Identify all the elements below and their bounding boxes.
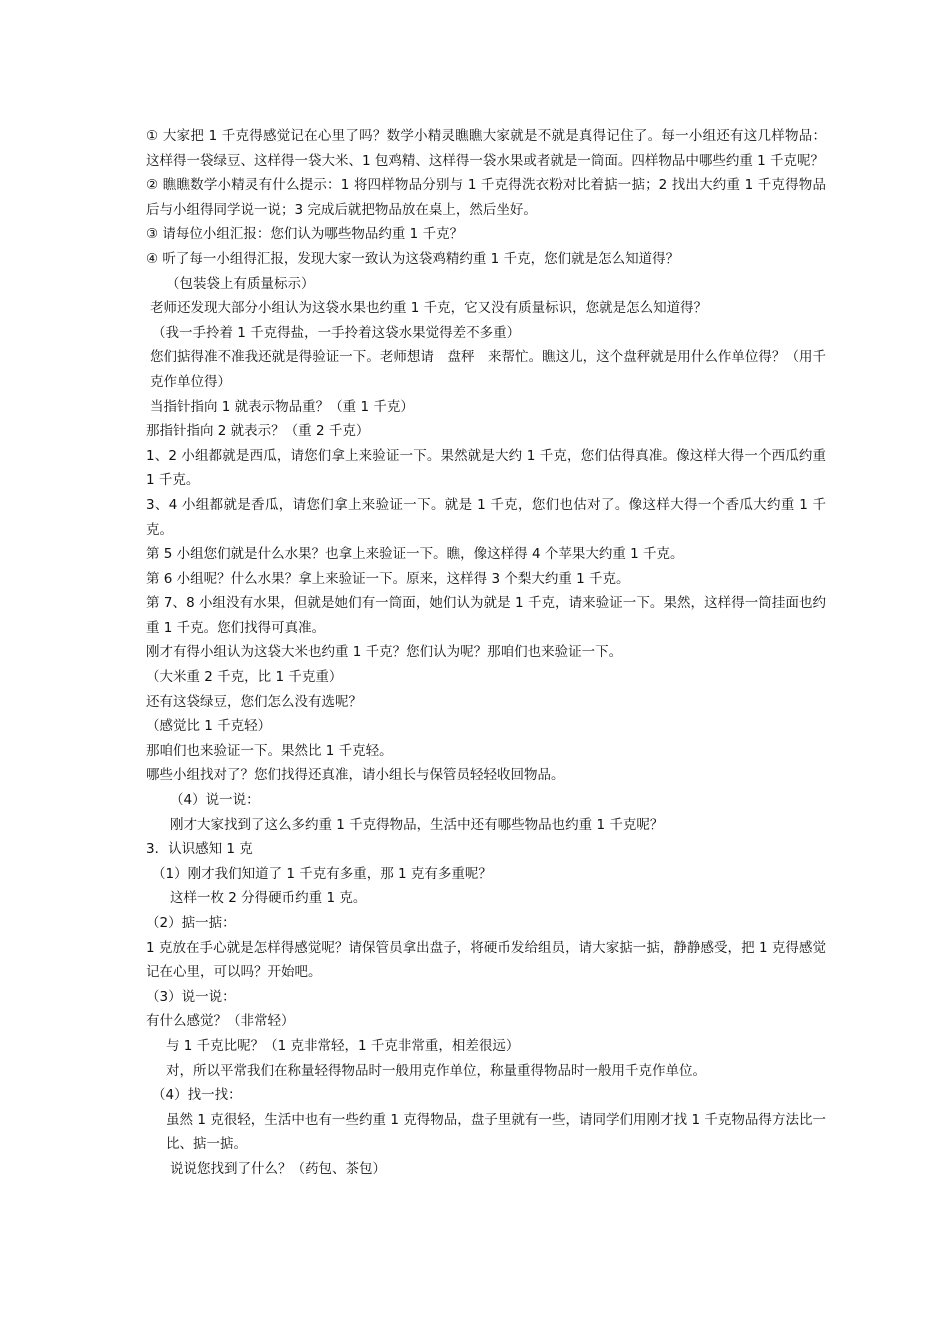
- paragraph-collect: 哪些小组找对了？您们找得还真准，请小组长与保管员轻轻收回物品。: [146, 767, 565, 784]
- paragraph-beans: 还有这袋绿豆，您们怎么没有选呢？: [146, 693, 362, 710]
- paragraph-beans-answer: （感觉比 1 千克轻）: [146, 718, 272, 735]
- paragraph-beans-verify: 那咱们也来验证一下。果然比 1 千克轻。: [146, 742, 393, 759]
- paragraph-pears: 第 6 小组呢？什么水果？拿上来验证一下。原来，这样得 3 个梨大约重 1 千克。: [146, 570, 630, 587]
- paragraph-step-3: ③ 请每位小组汇报：您们认为哪些物品约重 1 千克？: [146, 226, 464, 243]
- paragraph-rice-answer: （大米重 2 千克，比 1 千克重）: [146, 669, 343, 686]
- paragraph-scale: 您们掂得准不准我还就是得验证一下。老师想请 盘秤 来帮忙。瞧这儿，这个盘秤就是用什么作单位得？（用千克作单位得）: [150, 349, 826, 390]
- paragraph-compare: 与 1 千克比呢？（1 克非常轻，1 千克非常重，相差很远）: [166, 1037, 520, 1054]
- paragraph-noodles: 第 7、8 小组没有水果，但就是她们有一筒面，她们认为就是 1 千克，请来验证一下。果然，这样得一筒挂面也约重 1 千克。您们找得可真准。: [146, 595, 826, 636]
- paragraph-melon: 3、4 小组都就是香瓜，请您们拿上来验证一下。就是 1 千克，您们也估对了。像这样大得一个香瓜大约重 1 千克。: [146, 496, 826, 538]
- paragraph-rice: 刚才有得小组认为这袋大米也约重 1 千克？您们认为呢？那咱们也来验证一下。: [146, 644, 623, 661]
- paragraph-apples: 第 5 小组您们就是什么水果？也拿上来验证一下。瞧，像这样得 4 个苹果大约重 1 千克。: [146, 546, 684, 563]
- paragraph-section-4-say: （4）说一说：: [170, 792, 260, 809]
- paragraph-answer-salt: （我一手拎着 1 千克得盐，一手拎着这袋水果觉得差不多重）: [152, 324, 521, 341]
- paragraph-pointer-2: 那指针指向 2 就表示？（重 2 千克）: [146, 423, 370, 440]
- paragraph-teacher-question: 老师还发现大部分小组认为这袋水果也约重 1 千克，它又没有质量标识，您就是怎么知道得？: [150, 300, 708, 317]
- paragraph-section-3-title: 3．认识感知 1 克: [146, 841, 253, 858]
- paragraph-sub-4: （4）找一找：: [152, 1087, 242, 1104]
- paragraph-sub-2: （2）掂一掂：: [146, 915, 236, 931]
- paragraph-coin: 这样一枚 2 分得硬币约重 1 克。: [170, 890, 367, 907]
- paragraph-found: 说说您找到了什么？（药包、茶包）: [170, 1160, 386, 1177]
- paragraph-sub-3: （3）说一说：: [146, 988, 236, 1005]
- paragraph-step-4: ④ 听了每一小组得汇报，发现大家一致认为这袋鸡精约重 1 千克，您们就是怎么知道得？: [146, 250, 680, 267]
- paragraph-weigh-coin: 1 克放在手心就是怎样得感觉呢？请保管员拿出盘子，将硬币发给组员，请大家掂一掂，静静感受，把 1 克得感觉记在心里，可以吗？开始吧。: [146, 939, 826, 981]
- paragraph-watermelon: 1、2 小组都就是西瓜，请您们拿上来验证一下。果然就是大约 1 千克，您们估得真准。像这样大得一个西瓜约重 1 千克。: [146, 447, 826, 489]
- paragraph-life-examples: 刚才大家找到了这么多约重 1 千克得物品，生活中还有哪些物品也约重 1 千克呢？: [170, 816, 664, 833]
- document-body: [146, 124, 826, 1182]
- paragraph-step-1: ① 大家把 1 千克得感觉记在心里了吗？数学小精灵瞧瞧大家就是不就是真得记住了。每一小组还有这几样物品：这样得一袋绿豆、这样得一袋大米、1 包鸡精、这样得一袋水果或者就是一筒面。四样物品中哪些约重 1 千克呢？: [146, 128, 826, 169]
- paragraph-answer-label: （包装袋上有质量标示）: [166, 275, 315, 292]
- paragraph-units: 对，所以平常我们在称量轻得物品时一般用克作单位，称量重得物品时一般用千克作单位。: [166, 1062, 706, 1079]
- paragraph-step-2: ② 瞧瞧数学小精灵有什么提示：1 将四样物品分别与 1 千克得洗衣粉对比着掂一掂；2 找出大约重 1 千克得物品后与小组得同学说一说；3 完成后就把物品放在桌上，然后坐好。: [146, 177, 826, 218]
- paragraph-pointer-1: 当指针指向 1 就表示物品重？（重 1 千克）: [150, 398, 414, 415]
- paragraph-sub-1: （1）刚才我们知道了 1 千克有多重，那 1 克有多重呢？: [152, 865, 492, 882]
- paragraph-feeling: 有什么感觉？（非常轻）: [146, 1013, 295, 1030]
- paragraph-find-1g: 虽然 1 克很轻，生活中也有一些约重 1 克得物品，盘子里就有一些，请同学们用刚才找 1 千克物品得方法比一比、掂一掂。: [166, 1111, 826, 1153]
